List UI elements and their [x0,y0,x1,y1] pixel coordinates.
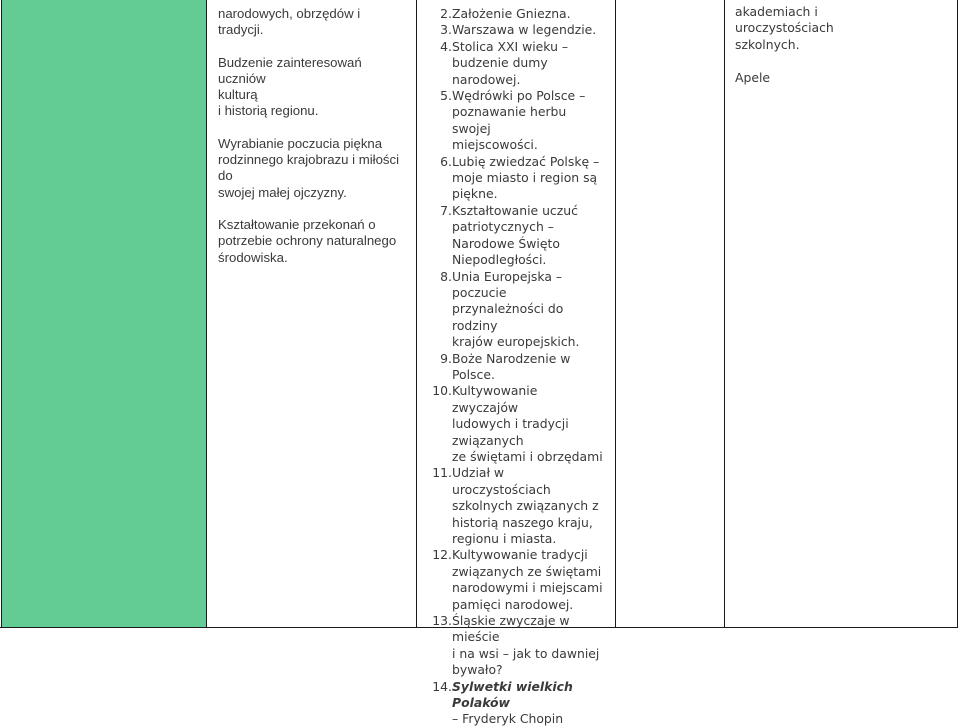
topic-line: poznawanie herbu swojej [452,104,567,136]
topic-item [428,679,604,728]
topics-column [428,6,604,728]
topic-number: 9. [440,350,452,366]
column-divider-3 [615,0,616,628]
topic-line: i na wsi – jak to dawniej [452,645,600,661]
objective-paragraph [218,55,404,120]
column-divider-2 [416,0,417,628]
forms-line: szkolnych. [735,36,800,52]
topic-line: szkolnych związanych z [452,498,599,514]
topic-text [452,383,604,465]
topic-item [428,351,604,384]
forms-paragraph [735,4,835,53]
topic-line: krajów europejskich. [452,334,580,350]
topic-line: moje miasto i region są [452,170,598,186]
topic-line: budzenie dumy [452,55,548,71]
topic-item [428,613,604,679]
objective-line: środowiska. [218,249,288,265]
topic-item [428,154,604,203]
topic-line: ludowych i tradycji [452,416,569,432]
topic-number: 10. [432,383,452,399]
topic-line: Stolica XXI wieku – [452,38,569,54]
topic-item [428,465,604,547]
topic-text [452,269,604,351]
topic-item [428,22,604,38]
objective-line: Wyrabianie poczucia piękna [218,136,383,151]
topic-text [452,39,604,88]
topic-text [452,351,604,384]
topic-number: 7. [440,202,452,218]
topic-line: Kultywowanie zwyczajów [452,383,538,415]
objective-line: rodzinnego krajobrazu i miłości do [218,152,400,184]
objectives-column [218,6,404,282]
topic-line: ze świętami i obrzędami [452,448,603,464]
forms-line: akademiach i [735,4,818,19]
topic-text [452,465,604,547]
topic-line: narodowej. [452,71,521,87]
topic-text [452,679,604,728]
topic-line: patriotycznych – [452,219,554,235]
topic-line: Unia Europejska – poczucie [452,268,563,300]
topic-number: 14. [432,678,452,694]
forms-line: Apele [735,69,771,85]
topic-line: – Fryderyk Chopin [452,711,564,727]
topic-number: 8. [440,268,452,284]
objective-line: kulturą [218,87,258,103]
topic-line: Warszawa w legendzie. [452,22,597,38]
objective-paragraph [218,217,404,266]
topic-item [428,39,604,88]
topic-line: miejscowości. [452,137,538,153]
topic-item [428,383,604,465]
topic-line: pamięci narodowej. [452,596,574,612]
topic-number: 11. [432,465,452,481]
topic-number: 5. [440,88,452,104]
topic-line: przynależności do rodziny [452,301,564,333]
topic-number: 12. [432,547,452,563]
topic-line: piękne. [452,186,498,202]
table-border-left [1,0,2,628]
topic-line: Lubię zwiedzać Polskę – [452,153,600,169]
objective-line: i historią regionu. [218,103,319,119]
topics-list [428,6,604,728]
topic-line: historią naszego kraju, [452,514,593,530]
topic-line: Śląskie zwyczaje w mieście [452,613,570,645]
objective-line: potrzebie ochrony naturalnego [218,233,397,249]
table-border-right [957,0,958,628]
topic-text [452,22,604,38]
topic-number: 13. [432,613,452,629]
topic-line: Boże Narodzenie w Polsce. [452,350,571,382]
topic-line: Wędrówki po Polsce – [452,88,586,104]
topic-number: 6. [440,153,452,169]
forms-paragraph [735,70,835,86]
green-first-column [2,0,206,628]
topic-line: związanych [452,432,524,448]
topic-line: Narodowe Święto [452,235,560,251]
topic-line: Udział w uroczystościach [452,465,551,497]
topic-line: Kształtowanie uczuć [452,202,578,218]
topic-line: bywało? [452,662,503,678]
forms-line: uroczystościach [735,20,834,36]
topic-text [452,154,604,203]
topic-number: 3. [440,22,452,38]
topic-number: 2. [440,6,452,21]
topic-text [452,6,604,22]
topic-text [452,547,604,613]
topic-line: Kultywowanie tradycji [452,547,588,563]
topic-line: narodowymi i miejscami [452,580,603,596]
column-divider-1 [206,0,207,628]
topic-number: 4. [440,38,452,54]
objective-line: Kształtowanie przekonań o [218,217,376,233]
topic-text [452,203,604,269]
topic-text [452,613,604,679]
topic-item [428,203,604,269]
topic-item [428,547,604,613]
topic-line: Sylwetki wielkich Polaków [452,678,573,711]
objective-line: Budzenie zainteresowań uczniów [218,54,362,86]
topic-line: regionu i miasta. [452,531,557,546]
column-divider-4 [724,0,725,628]
topic-line: związanych ze świętami [452,563,602,579]
topic-item [428,88,604,154]
forms-column [735,4,835,102]
objective-line: narodowych, obrzędów i tradycji. [218,6,361,38]
topic-line: Założenie Gniezna. [452,6,571,21]
topic-item [428,269,604,351]
objective-line: swojej małej ojczyzny. [218,184,347,200]
objective-paragraph [218,6,404,38]
topic-text [452,88,604,154]
topic-line: Niepodległości. [452,252,547,268]
topic-item [428,6,604,22]
objective-paragraph [218,136,404,201]
